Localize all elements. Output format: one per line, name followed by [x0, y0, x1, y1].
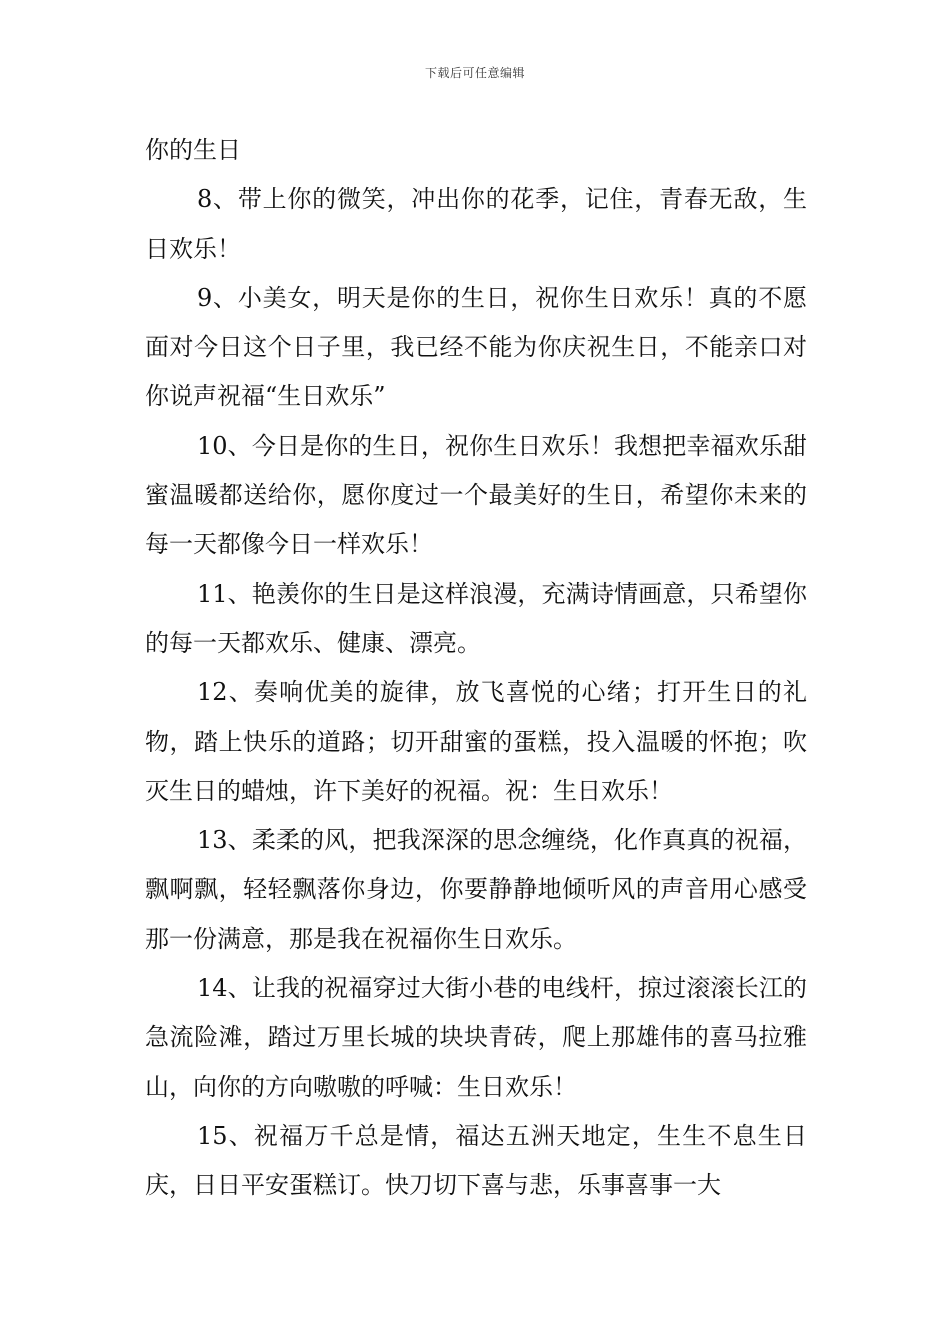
paragraph-item-13: 13、柔柔的风，把我深深的思念缠绕，化作真真的祝福，飘啊飘，轻轻飘落你身边，你要静静地倾听风的声音用心感受那一份满意，那是我在祝福你生日欢乐。	[145, 826, 807, 953]
paragraph-item-14: 14、让我的祝福穿过大街小巷的电线杆，掠过滚滚长江的急流险滩，踏过万里长城的块块青砖，爬上那雄伟的喜马拉雅山，向你的方向嗷嗷的呼喊：生日欢乐！	[145, 974, 807, 1101]
page-header: 下载后可任意编辑	[424, 66, 525, 80]
paragraph-continuation: 你的生日	[145, 136, 241, 164]
paragraph-item-11: 11、艳羡你的生日是这样浪漫，充满诗情画意，只希望你的每一天都欢乐、健康、漂亮。	[145, 579, 807, 657]
document-body	[145, 126, 807, 1211]
paragraph-item-8: 8、带上你的微笑，冲出你的花季，记住，青春无敌，生日欢乐！	[145, 185, 807, 263]
paragraph-item-12: 12、奏响优美的旋律，放飞喜悦的心绪；打开生日的礼物，踏上快乐的道路；切开甜蜜的蛋糕，投入温暖的怀抱；吹灭生日的蜡烛，许下美好的祝福。祝：生日欢乐！	[145, 678, 807, 805]
paragraph-item-10: 10、今日是你的生日，祝你生日欢乐！我想把幸福欢乐甜蜜温暖都送给你，愿你度过一个最美好的生日，希望你未来的每一天都像今日一样欢乐！	[145, 431, 807, 559]
paragraph-item-9: 9、小美女，明天是你的生日，祝你生日欢乐！真的不愿面对今日这个日子里，我已经不能为你庆祝生日，不能亲口对你说声祝福“生日欢乐”	[145, 283, 807, 411]
paragraph-item-15: 15、祝福万千总是情，福达五洲天地定，生生不息生日庆，日日平安蛋糕订。快刀切下喜与悲，乐事喜事一大	[145, 1121, 807, 1200]
